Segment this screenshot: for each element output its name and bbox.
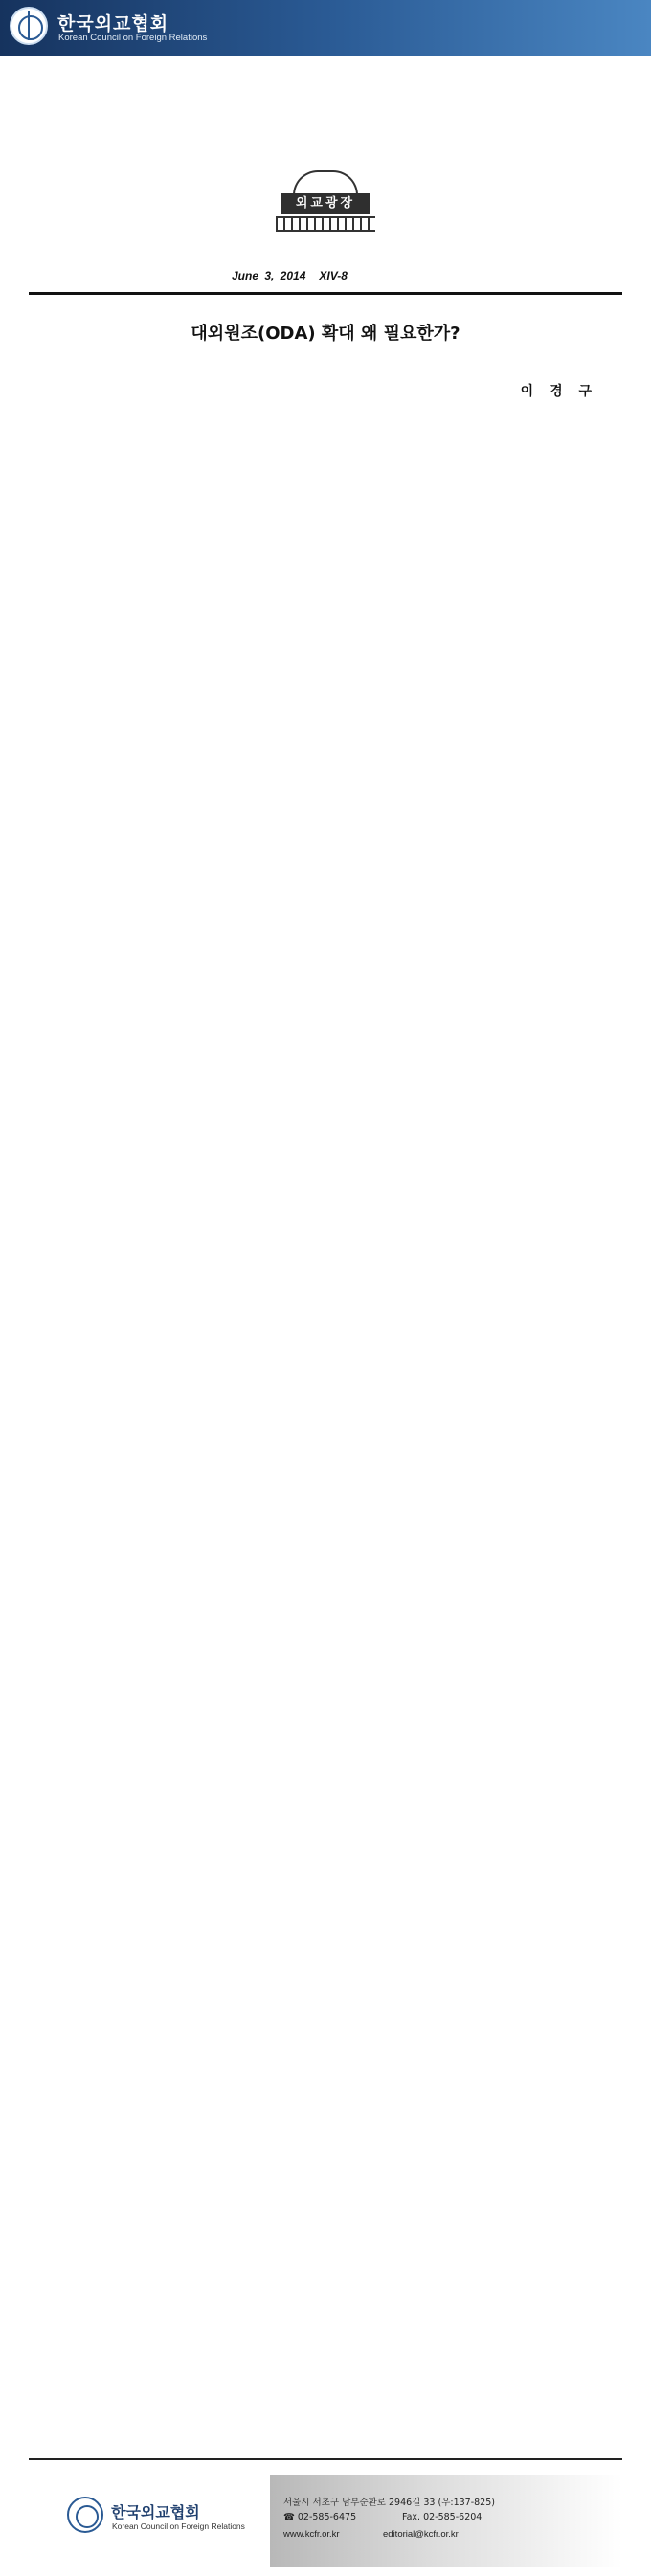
article-author: 이 경 구 (520, 384, 597, 399)
badge-steps-icon (276, 216, 375, 232)
issue-number: XIV-8 (319, 269, 348, 282)
issue-date: June 3, 2014 (232, 269, 306, 282)
article-body (29, 421, 622, 2412)
dateline-divider (29, 292, 622, 295)
header-org-name-en: Korean Council on Foreign Relations (58, 33, 208, 43)
org-logo-icon (10, 7, 48, 45)
footer-org-logo-icon (67, 2497, 103, 2533)
footer-org-name-en: Korean Council on Foreign Relations (112, 2521, 245, 2531)
header-bar (0, 0, 651, 56)
header-org-name: 한국외교협회 (57, 13, 169, 34)
footer-divider (29, 2458, 622, 2460)
footer-fax: Fax. 02-585-6204 (402, 2512, 483, 2522)
column-badge (276, 170, 375, 232)
footer-website-link[interactable]: www.kcfr.or.kr (283, 2529, 340, 2540)
article-title: 대외원조(ODA) 확대 왜 필요한가? (191, 324, 460, 344)
footer-email-link[interactable]: editorial@kcfr.or.kr (383, 2529, 459, 2540)
footer-address: 서울시 서초구 남부순환로 2946길 33 (우:137-825) (283, 2498, 495, 2508)
footer-org-name: 한국외교협회 (111, 2503, 200, 2521)
column-badge-label: 외교광장 (281, 193, 370, 214)
issue-dateline (232, 269, 348, 282)
badge-dome-icon (293, 170, 358, 195)
footer-phone: ☎ 02-585-6475 (283, 2512, 357, 2522)
